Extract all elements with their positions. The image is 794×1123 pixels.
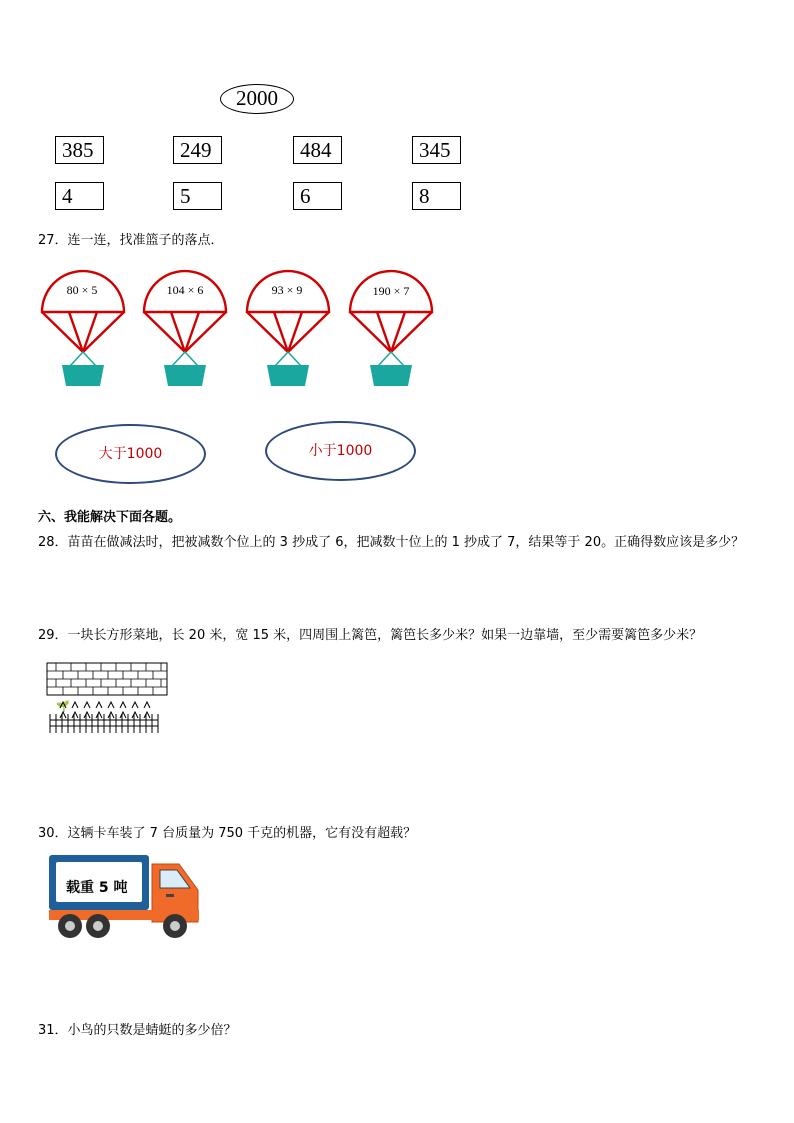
parachute-3-label: 93 × 9 — [271, 283, 303, 297]
svg-text:🌱: 🌱 — [56, 700, 70, 713]
number-box: 385 — [55, 136, 104, 164]
oval-greater-than: 大于1000 — [55, 424, 206, 484]
number-box: 5 — [173, 182, 222, 210]
section-title: 六、我能解决下面各题。 — [38, 510, 182, 525]
number-box: 249 — [173, 136, 222, 164]
number-box: 484 — [293, 136, 342, 164]
question-29: 29．一块长方形菜地，长 20 米，宽 15 米，四周围上篱笆，篱笆长多少米？如果一边靠墙，至少需要篱笆多少米？ — [38, 628, 703, 643]
number-box: 6 — [293, 182, 342, 210]
parachute-4-label: 190 × 7 — [372, 284, 410, 298]
number-box: 345 — [412, 136, 461, 164]
parachute-2-label: 104 × 6 — [166, 283, 204, 297]
wall-fence-illustration — [46, 662, 170, 734]
truck-illustration — [46, 852, 206, 944]
number-box: 4 — [55, 182, 104, 210]
parachute-1-label: 80 × 5 — [66, 283, 98, 297]
parachutes-illustration — [0, 262, 794, 392]
question-31: 31．小鸟的只数是蜻蜓的多少倍？ — [38, 1023, 237, 1038]
top-number-ellipse: 2000 — [220, 84, 294, 114]
oval-less-than: 小于1000 — [265, 421, 416, 481]
truck-load-label: 载重 5 吨 — [66, 880, 128, 896]
question-28: 28．苗苗在做减法时，把被减数个位上的 3 抄成了 6，把减数十位上的 1 抄成了 7，结果等于 20。正确得数应该是多少？ — [38, 535, 745, 550]
question-27: 27．连一连，找准篮子的落点． — [38, 233, 224, 248]
question-30: 30．这辆卡车装了 7 台质量为 750 千克的机器，它有没有超载？ — [38, 826, 417, 841]
number-box: 8 — [412, 182, 461, 210]
